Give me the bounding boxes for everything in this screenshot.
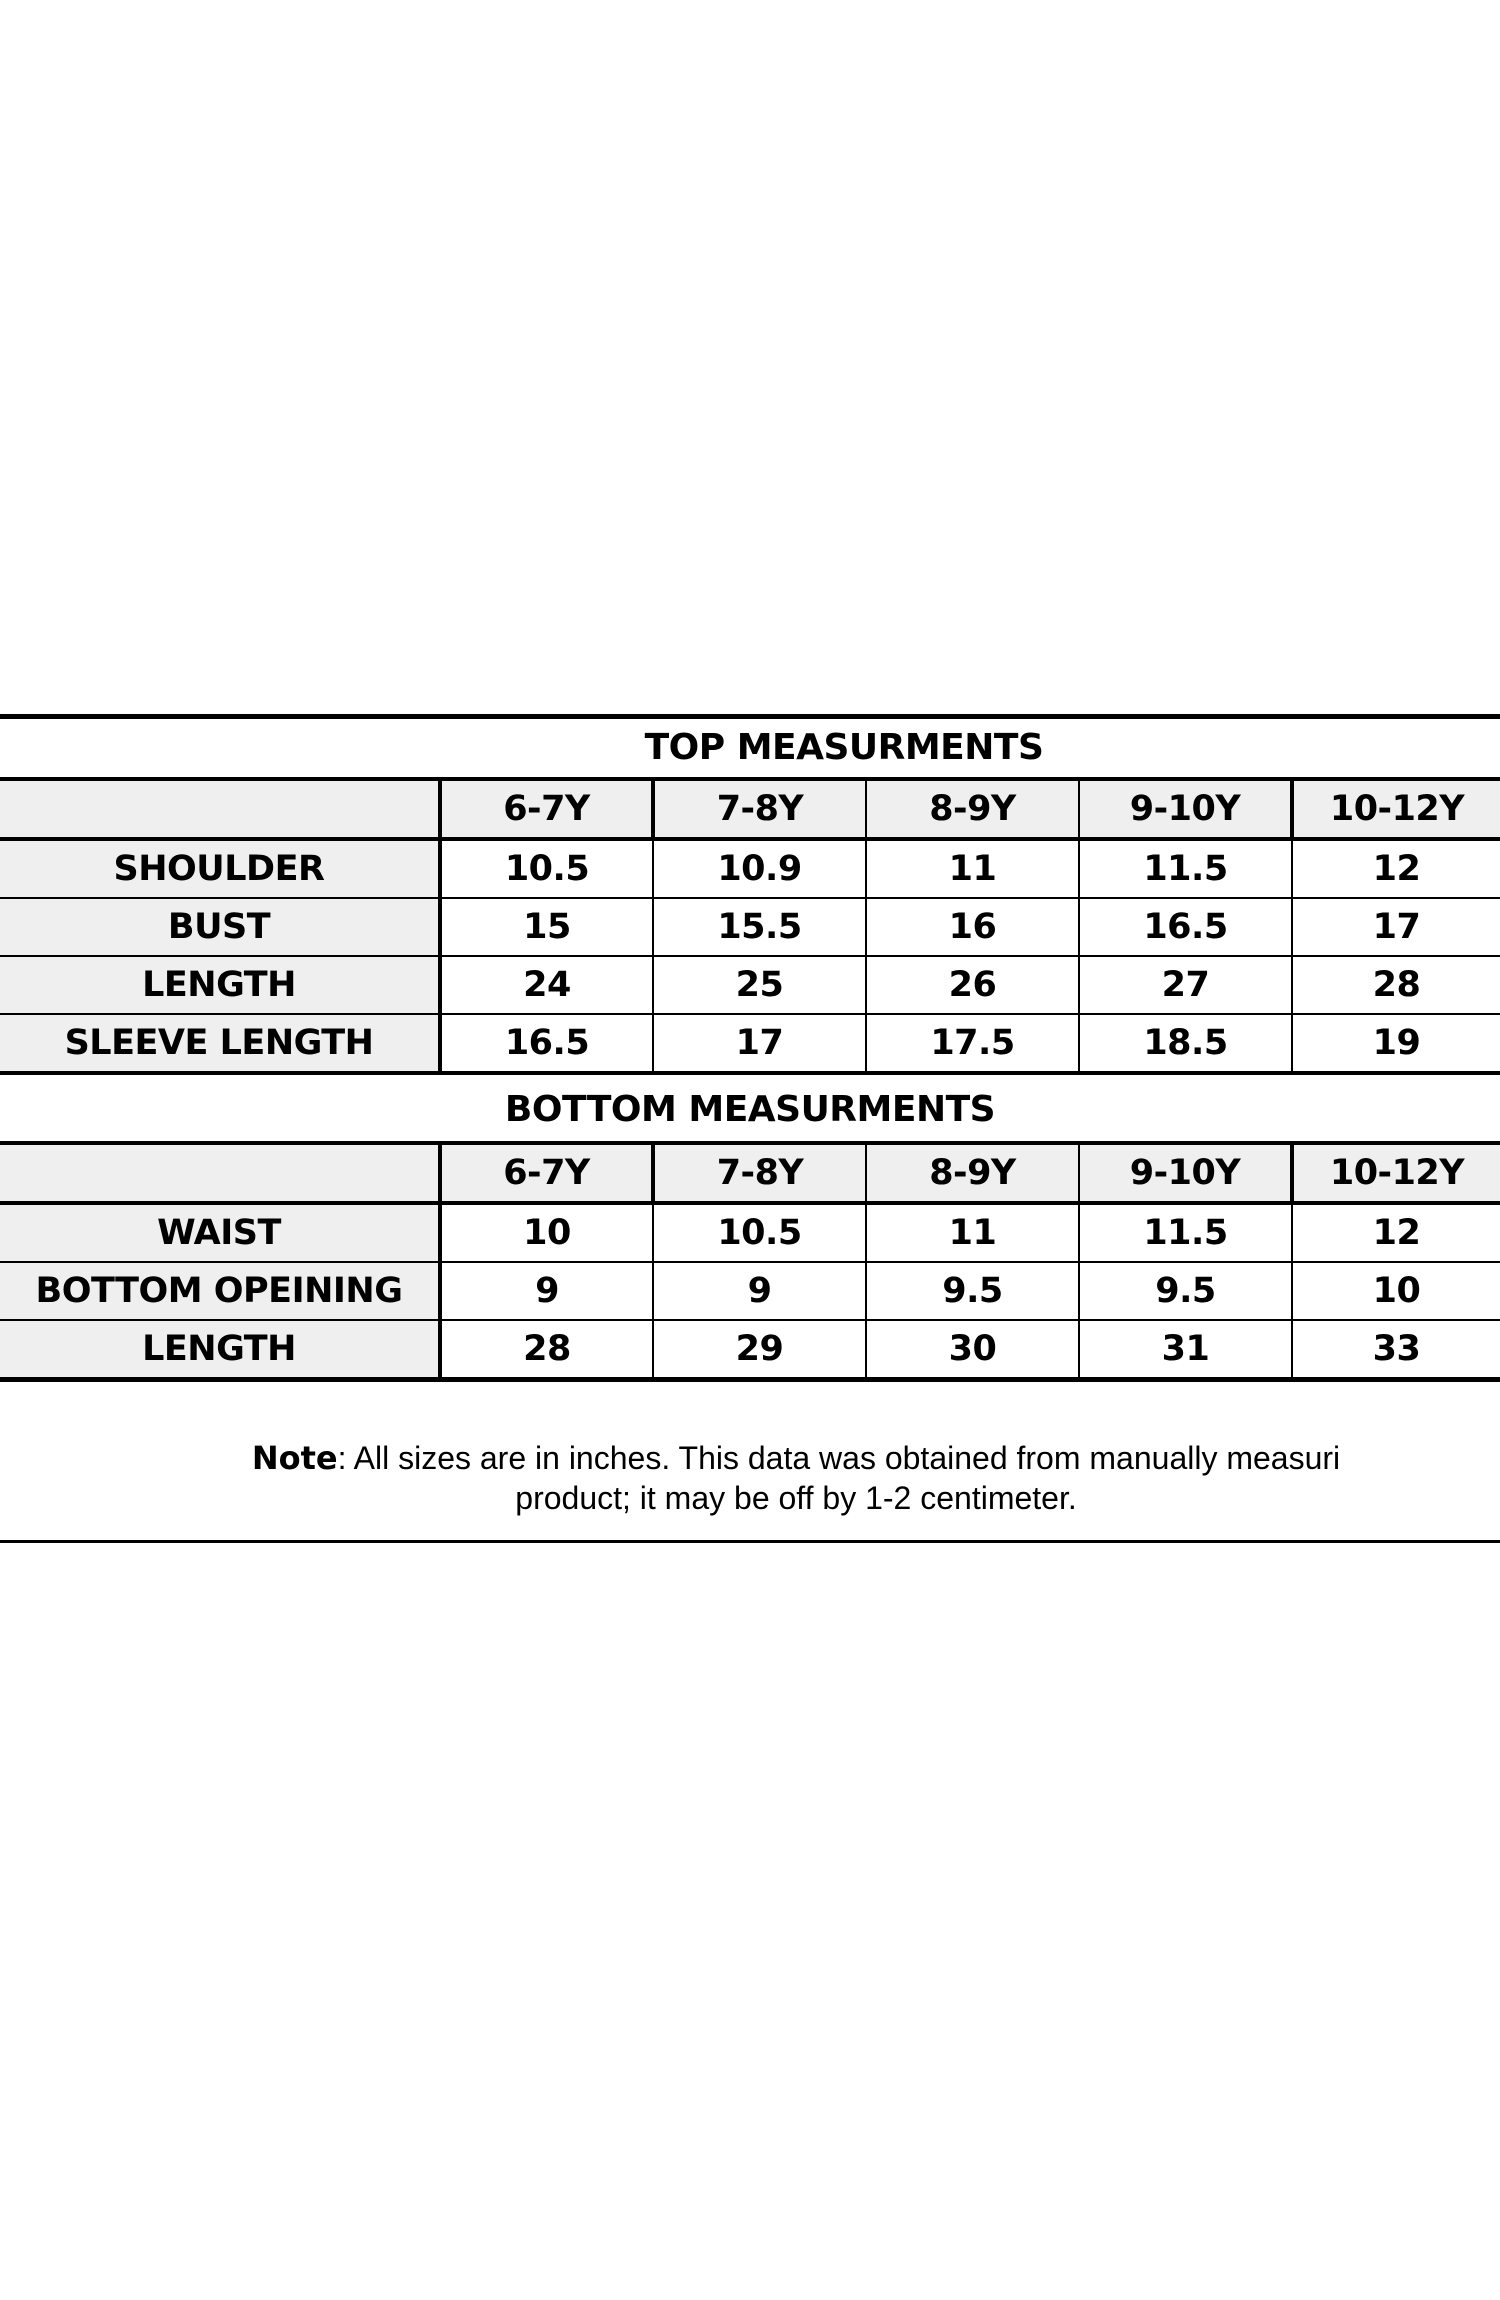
value-cell: 10 <box>1292 1262 1500 1320</box>
size-header-row <box>0 781 1500 839</box>
value-cell: 28 <box>440 1320 653 1380</box>
value-cell: 24 <box>440 956 653 1014</box>
size-header-row <box>0 1145 1500 1203</box>
value-cell: 31 <box>1079 1320 1292 1380</box>
value-cell: 16 <box>866 898 1079 956</box>
note-text <box>0 1438 1500 1518</box>
size-header: 9-10Y <box>1079 781 1292 839</box>
value-cell: 10.5 <box>440 839 653 898</box>
note-line-1 <box>0 1438 1500 1478</box>
size-header: 10-12Y <box>1292 781 1500 839</box>
table-row <box>0 1203 1500 1262</box>
value-cell: 18.5 <box>1079 1014 1292 1073</box>
value-cell: 17.5 <box>866 1014 1079 1073</box>
value-cell: 15 <box>440 898 653 956</box>
row-label: WAIST <box>0 1203 440 1262</box>
value-cell: 9 <box>440 1262 653 1320</box>
value-cell: 10.5 <box>653 1203 866 1262</box>
top-section-title: TOP MEASURMENTS <box>644 727 1044 768</box>
row-label: BOTTOM OPEINING <box>0 1262 440 1320</box>
value-cell: 11.5 <box>1079 1203 1292 1262</box>
bottom-border <box>0 1540 1500 1543</box>
value-cell: 9.5 <box>866 1262 1079 1320</box>
header-blank-cell <box>0 781 440 839</box>
value-cell: 10 <box>440 1203 653 1262</box>
table-row <box>0 839 1500 898</box>
row-label: SHOULDER <box>0 839 440 898</box>
value-cell: 17 <box>653 1014 866 1073</box>
row-label: SLEEVE LENGTH <box>0 1014 440 1073</box>
size-header: 7-8Y <box>653 1145 866 1203</box>
bottom-section-title: BOTTOM MEASURMENTS <box>504 1089 996 1130</box>
value-cell: 17 <box>1292 898 1500 956</box>
value-cell: 12 <box>1292 1203 1500 1262</box>
value-cell: 25 <box>653 956 866 1014</box>
size-header: 6-7Y <box>440 1145 653 1203</box>
note-line-2: product; it may be off by 1-2 centimeter. <box>515 1480 1077 1516</box>
size-header: 10-12Y <box>1292 1145 1500 1203</box>
table-row <box>0 898 1500 956</box>
value-cell: 11.5 <box>1079 839 1292 898</box>
top-measurements-table <box>0 781 1500 1075</box>
table-row <box>0 1320 1500 1380</box>
row-label: LENGTH <box>0 956 440 1014</box>
value-cell: 10.9 <box>653 839 866 898</box>
value-cell: 9.5 <box>1079 1262 1292 1320</box>
row-label: LENGTH <box>0 1320 440 1380</box>
value-cell: 11 <box>866 839 1079 898</box>
size-header: 7-8Y <box>653 781 866 839</box>
value-cell: 27 <box>1079 956 1292 1014</box>
value-cell: 16.5 <box>1079 898 1292 956</box>
note-label: Note <box>251 1439 338 1477</box>
table-row <box>0 1262 1500 1320</box>
bottom-measurements-table <box>0 1145 1500 1382</box>
header-blank-cell <box>0 1145 440 1203</box>
value-cell: 30 <box>866 1320 1079 1380</box>
value-cell: 28 <box>1292 956 1500 1014</box>
size-header: 6-7Y <box>440 781 653 839</box>
value-cell: 15.5 <box>653 898 866 956</box>
size-header: 8-9Y <box>866 781 1079 839</box>
value-cell: 26 <box>866 956 1079 1014</box>
value-cell: 11 <box>866 1203 1079 1262</box>
note-line-1-text: : All sizes are in inches. This data was obtained from manually measuri <box>337 1440 1341 1476</box>
value-cell: 33 <box>1292 1320 1500 1380</box>
value-cell: 19 <box>1292 1014 1500 1073</box>
value-cell: 12 <box>1292 839 1500 898</box>
size-header: 8-9Y <box>866 1145 1079 1203</box>
value-cell: 29 <box>653 1320 866 1380</box>
value-cell: 16.5 <box>440 1014 653 1073</box>
table-row <box>0 956 1500 1014</box>
row-label: BUST <box>0 898 440 956</box>
table-row <box>0 1014 1500 1073</box>
size-header: 9-10Y <box>1079 1145 1292 1203</box>
value-cell: 9 <box>653 1262 866 1320</box>
